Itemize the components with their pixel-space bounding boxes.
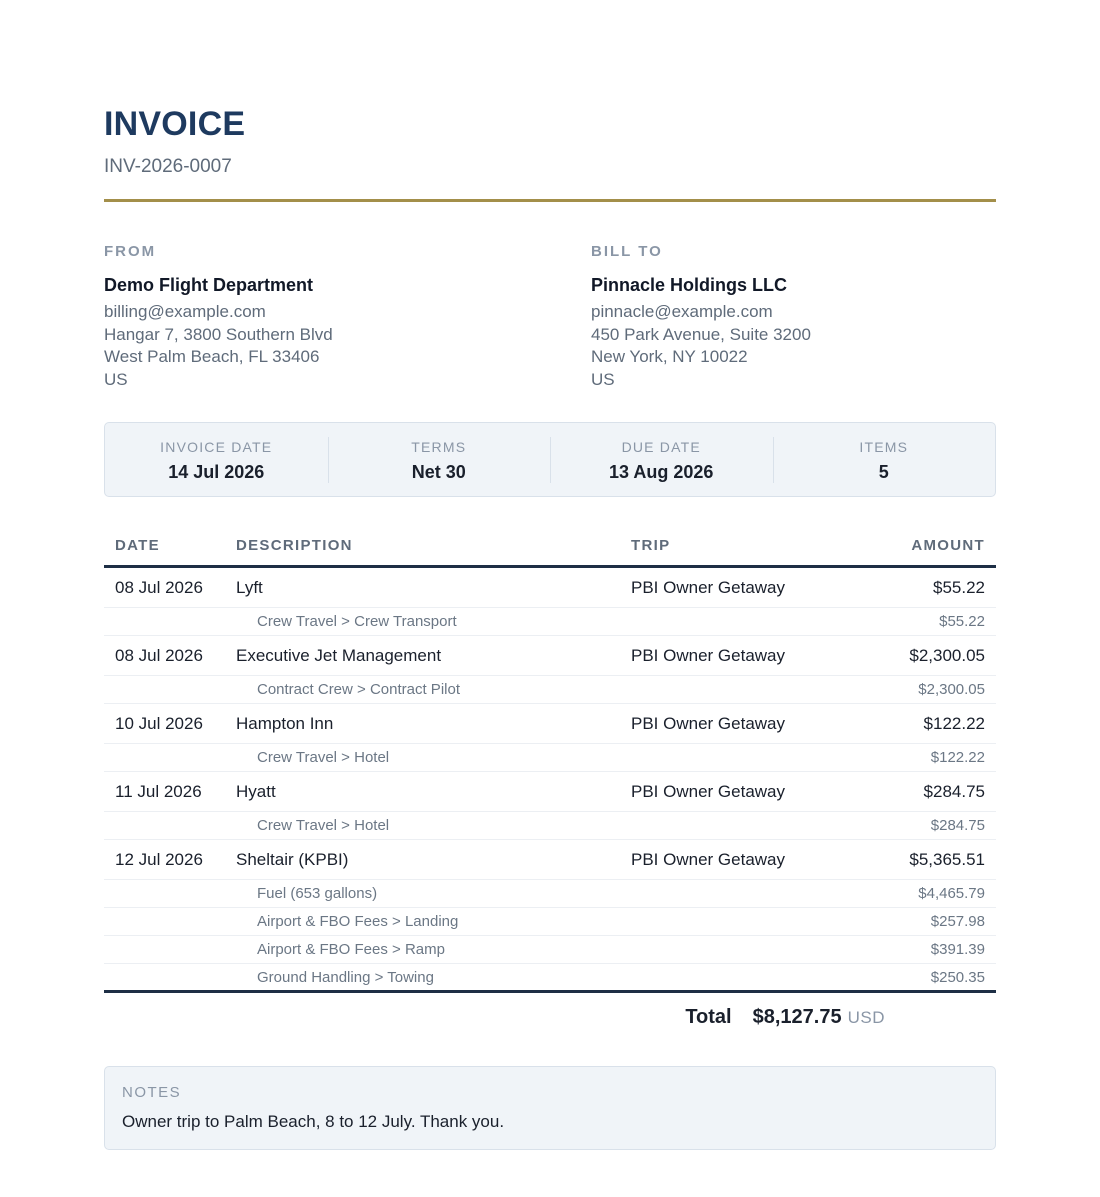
row-description: Lyft: [236, 577, 263, 597]
row-amount: $55.22: [933, 577, 985, 597]
row-amount: $122.22: [923, 713, 985, 733]
invoice-number: INV-2026-0007: [104, 156, 232, 177]
bill-to-label: BILL TO: [591, 243, 663, 260]
bill-to-country: US: [591, 369, 615, 389]
table-header: [104, 530, 996, 568]
table-subrow: [104, 908, 996, 936]
total-amount: $8,127.75: [752, 1006, 842, 1028]
header-description: DESCRIPTION: [236, 537, 353, 554]
table-row: [104, 568, 996, 608]
table-row: [104, 636, 996, 676]
row-description: Hampton Inn: [236, 713, 334, 733]
row-trip: PBI Owner Getaway: [631, 577, 786, 597]
table-subrow: [104, 676, 996, 704]
meta-invoice-date: [105, 423, 328, 496]
bill-to-name: Pinnacle Holdings LLC: [591, 275, 788, 295]
subrow-description: Fuel (653 gallons): [257, 885, 378, 902]
subrow-amount: $4,465.79: [918, 885, 985, 902]
row-trip: PBI Owner Getaway: [631, 781, 786, 801]
table-subrow: [104, 608, 996, 636]
subrow-amount: $250.35: [930, 968, 985, 986]
table-row: [104, 840, 996, 880]
row-amount: $284.75: [923, 781, 985, 801]
row-description: Executive Jet Management: [236, 645, 442, 665]
subrow-amount: $2,300.05: [918, 681, 985, 698]
bill-to-address-line-2: New York, NY 10022: [591, 347, 748, 366]
row-amount: $5,365.51: [909, 849, 985, 869]
meta-items-label: ITEMS: [859, 439, 909, 455]
header-divider: [104, 199, 996, 202]
total-label: Total: [685, 1006, 732, 1028]
meta-due-date: [550, 423, 773, 496]
row-date: 10 Jul 2026: [115, 713, 203, 733]
meta-invoice-date-value: 14 Jul 2026: [168, 462, 265, 482]
table-subrow: [104, 812, 996, 840]
meta-items: [773, 423, 996, 496]
header-date: DATE: [115, 537, 160, 554]
subrow-description: Crew Travel > Hotel: [257, 817, 390, 834]
from-address-line-1: Hangar 7, 3800 Southern Blvd: [104, 324, 333, 344]
subrow-description: Contract Crew > Contract Pilot: [257, 681, 460, 698]
meta-terms: [328, 423, 551, 496]
subrow-description: Ground Handling > Towing: [257, 968, 434, 986]
bill-to-section: [591, 243, 991, 391]
meta-due-date-label: DUE DATE: [621, 439, 701, 455]
subrow-amount: $122.22: [930, 749, 985, 766]
row-trip: PBI Owner Getaway: [631, 849, 786, 869]
bill-to-address-line-1: 450 Park Avenue, Suite 3200: [591, 324, 811, 344]
from-email: billing@example.com: [104, 302, 266, 321]
subrow-description: Crew Travel > Hotel: [257, 749, 390, 766]
meta-terms-label: TERMS: [411, 439, 467, 455]
from-country: US: [104, 369, 128, 389]
subrow-amount: $257.98: [930, 913, 985, 930]
from-section: [104, 243, 504, 391]
row-trip: PBI Owner Getaway: [631, 645, 786, 665]
meta-terms-value: Net 30: [411, 462, 466, 482]
row-date: 08 Jul 2026: [115, 645, 203, 665]
row-amount: $2,300.05: [909, 645, 985, 665]
row-trip: PBI Owner Getaway: [631, 713, 786, 733]
notes-label: NOTES: [122, 1084, 182, 1101]
row-description: Sheltair (KPBI): [236, 849, 349, 869]
notes-text: Owner trip to Palm Beach, 8 to 12 July. Thank you.: [122, 1112, 505, 1131]
invoice-title: INVOICE: [104, 105, 246, 143]
line-items-table: [104, 530, 996, 993]
total-currency: USD: [847, 1008, 885, 1027]
subrow-description: Airport & FBO Fees > Ramp: [257, 941, 445, 958]
table-row: [104, 772, 996, 812]
invoice-total: [685, 1006, 885, 1029]
table-row: [104, 704, 996, 744]
row-date: 08 Jul 2026: [115, 577, 203, 597]
table-subrow: [104, 964, 996, 993]
table-subrow: [104, 880, 996, 908]
row-description: Hyatt: [236, 781, 276, 801]
subrow-amount: $55.22: [939, 613, 985, 630]
table-subrow: [104, 936, 996, 964]
from-label: FROM: [104, 243, 157, 260]
header-amount: AMOUNT: [911, 537, 985, 554]
invoice-meta-panel: [104, 422, 996, 497]
notes-panel: [104, 1066, 996, 1150]
subrow-amount: $284.75: [930, 817, 985, 834]
row-date: 12 Jul 2026: [115, 849, 203, 869]
meta-due-date-value: 13 Aug 2026: [609, 462, 714, 482]
subrow-amount: $391.39: [930, 941, 985, 958]
table-subrow: [104, 744, 996, 772]
from-address-line-2: West Palm Beach, FL 33406: [104, 347, 320, 366]
from-name: Demo Flight Department: [104, 275, 314, 295]
subrow-description: Crew Travel > Crew Transport: [257, 613, 457, 630]
meta-items-value: 5: [878, 462, 889, 482]
subrow-description: Airport & FBO Fees > Landing: [257, 913, 459, 930]
row-date: 11 Jul 2026: [115, 781, 202, 801]
header-trip: TRIP: [631, 537, 671, 554]
bill-to-email: pinnacle@example.com: [591, 302, 773, 321]
meta-invoice-date-label: INVOICE DATE: [160, 439, 273, 455]
